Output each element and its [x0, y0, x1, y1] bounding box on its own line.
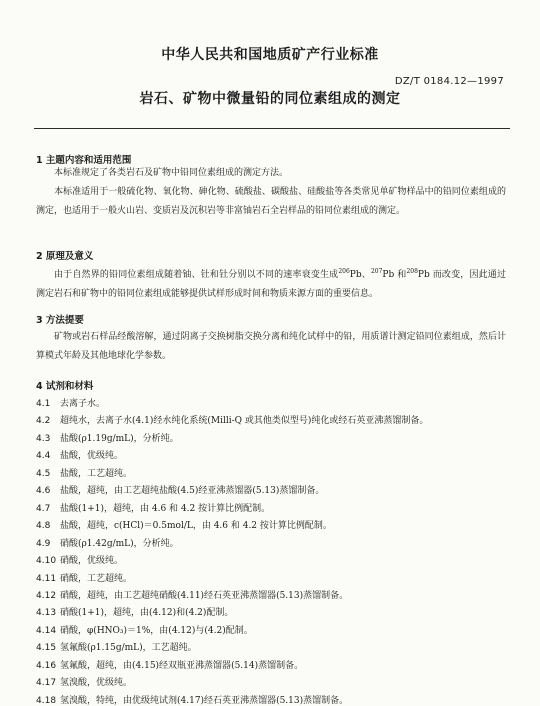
item-number: 4.14	[36, 625, 57, 636]
list-item	[36, 396, 105, 409]
issuing-organization: 中华人民共和国地质矿产行业标准	[161, 47, 379, 63]
item-text: 盐酸，优级纯。	[60, 451, 124, 462]
item-text: 盐酸，工艺超纯。	[60, 468, 133, 479]
list-item	[36, 605, 233, 618]
item-text: 硝酸，工艺超纯。	[60, 573, 133, 584]
item-number: 4.7	[36, 503, 51, 514]
standard-code: DZ/T 0184.12—1997	[394, 76, 504, 87]
list-item	[36, 483, 324, 496]
item-text: 盐酸(1+1)，超纯，由 4.6 和 4.2 按计算比例配制。	[60, 503, 271, 514]
list-item	[36, 675, 132, 688]
list-item	[36, 640, 197, 653]
section-heading-4: 4 试剂和材料	[36, 381, 94, 392]
item-number: 4.1	[36, 399, 51, 409]
item-text: 去离子水。	[60, 399, 106, 409]
list-item	[36, 571, 132, 584]
list-item	[36, 536, 179, 549]
list-item	[36, 553, 123, 566]
section-heading-2: 2 原理及意义	[36, 251, 94, 262]
item-number: 4.15	[36, 643, 57, 654]
section-1-para-1: 本标准规定了各类岩石及矿物中铅同位素组成的测定方法。	[54, 168, 289, 178]
item-text: 盐酸(ρ1.19g/mL)，分析纯。	[60, 433, 179, 444]
item-number: 4.12	[36, 590, 57, 601]
item-text: 硝酸(1+1)，超纯，由(4.12)和(4.2)配制。	[60, 608, 234, 619]
section-1-para-2: 本标准适用于一般硫化物、氧化物、砷化物、硫酸盐、碳酸盐、硅酸盐等各类常见单矿物样品中的铅同位素组成的测定，也适用于一般火山岩、变质岩及沉积岩等非富铀岩石全岩样品的铅同位素组成的测定。	[36, 187, 506, 216]
item-number: 4.2	[36, 416, 51, 427]
list-item	[36, 623, 253, 636]
item-number: 4.13	[36, 608, 57, 619]
item-text: 氢溴酸，优级纯。	[60, 678, 133, 689]
item-text: 盐酸，超纯，由工艺超纯盐酸(4.5)经亚沸蒸馏器(5.13)蒸馏制备。	[60, 486, 325, 497]
list-item	[36, 501, 270, 514]
item-text: 硝酸，超纯，由工艺超纯硝酸(4.11)经石英亚沸蒸馏器(5.13)蒸馏制备。	[60, 590, 349, 601]
list-item	[36, 448, 123, 461]
list-item	[36, 588, 348, 601]
section-2-para: 由于自然界的铅同位素组成随着铀、钍和钍分别以不同的速率衰变生成$^{206}$Pb、$^{207}$Pb 和$^{208}$Pb 而改变，因此通过测定岩石和矿物中的铅同位素组成能够提供试样形成时间和物质来源方面的重要信息。	[36, 268, 506, 299]
section-heading-1: 1 主题内容和适用范围	[36, 155, 132, 166]
item-number: 4.16	[36, 660, 57, 671]
item-number: 4.3	[36, 433, 51, 444]
item-number: 4.17	[36, 678, 57, 689]
item-text: 氢氟酸(ρ1.15g/mL)，工艺超纯。	[60, 643, 197, 654]
item-number: 4.8	[36, 521, 51, 532]
header-divider	[34, 128, 510, 129]
item-text: 超纯水，去离子水(4.1)经水纯化系统(Milli-Q 或其他类似型号)纯化或经石英亚沸蒸馏制备。	[60, 416, 429, 427]
item-number: 4.11	[36, 573, 57, 584]
item-text: 氢溴酸，特纯，由优级纯试剂(4.17)经石英亚沸蒸馏器(5.13)蒸馏制备。	[60, 695, 349, 706]
item-text: 盐酸，超纯，c(HCl)＝0.5mol/L，由 4.6 和 4.2 按计算比例配制。	[60, 521, 332, 532]
item-number: 4.18	[36, 695, 57, 706]
section-heading-3: 3 方法提要	[36, 315, 84, 326]
item-number: 4.5	[36, 468, 51, 479]
list-item	[36, 658, 303, 671]
item-text: 硝酸，φ(HNO₃)＝1%，由(4.12)与(4.2)配制。	[60, 625, 253, 636]
list-item	[36, 693, 348, 706]
item-number: 4.9	[36, 538, 51, 549]
item-number: 4.6	[36, 486, 51, 497]
list-item	[36, 431, 179, 444]
list-item	[36, 518, 332, 531]
list-item	[36, 466, 132, 479]
list-item	[36, 413, 428, 426]
item-number: 4.10	[36, 556, 57, 567]
document-title: 岩石、矿物中微量铅的同位素组成的测定	[139, 91, 401, 107]
item-text: 氢氟酸，超纯，由(4.15)经双瓶亚沸蒸馏器(5.14)蒸馏制备。	[60, 660, 304, 671]
item-number: 4.4	[36, 451, 51, 462]
section-3-para: 矿物或岩石样品经酸溶解，通过阴离子交换树脂交换分离和纯化试样中的铅，用质谱计测定铅同位素组成，然后计算模式年龄及其他地球化学参数。	[36, 332, 506, 361]
item-text: 硝酸，优级纯。	[60, 556, 124, 567]
item-text: 硝酸(ρ1.42g/mL)，分析纯。	[60, 538, 179, 549]
